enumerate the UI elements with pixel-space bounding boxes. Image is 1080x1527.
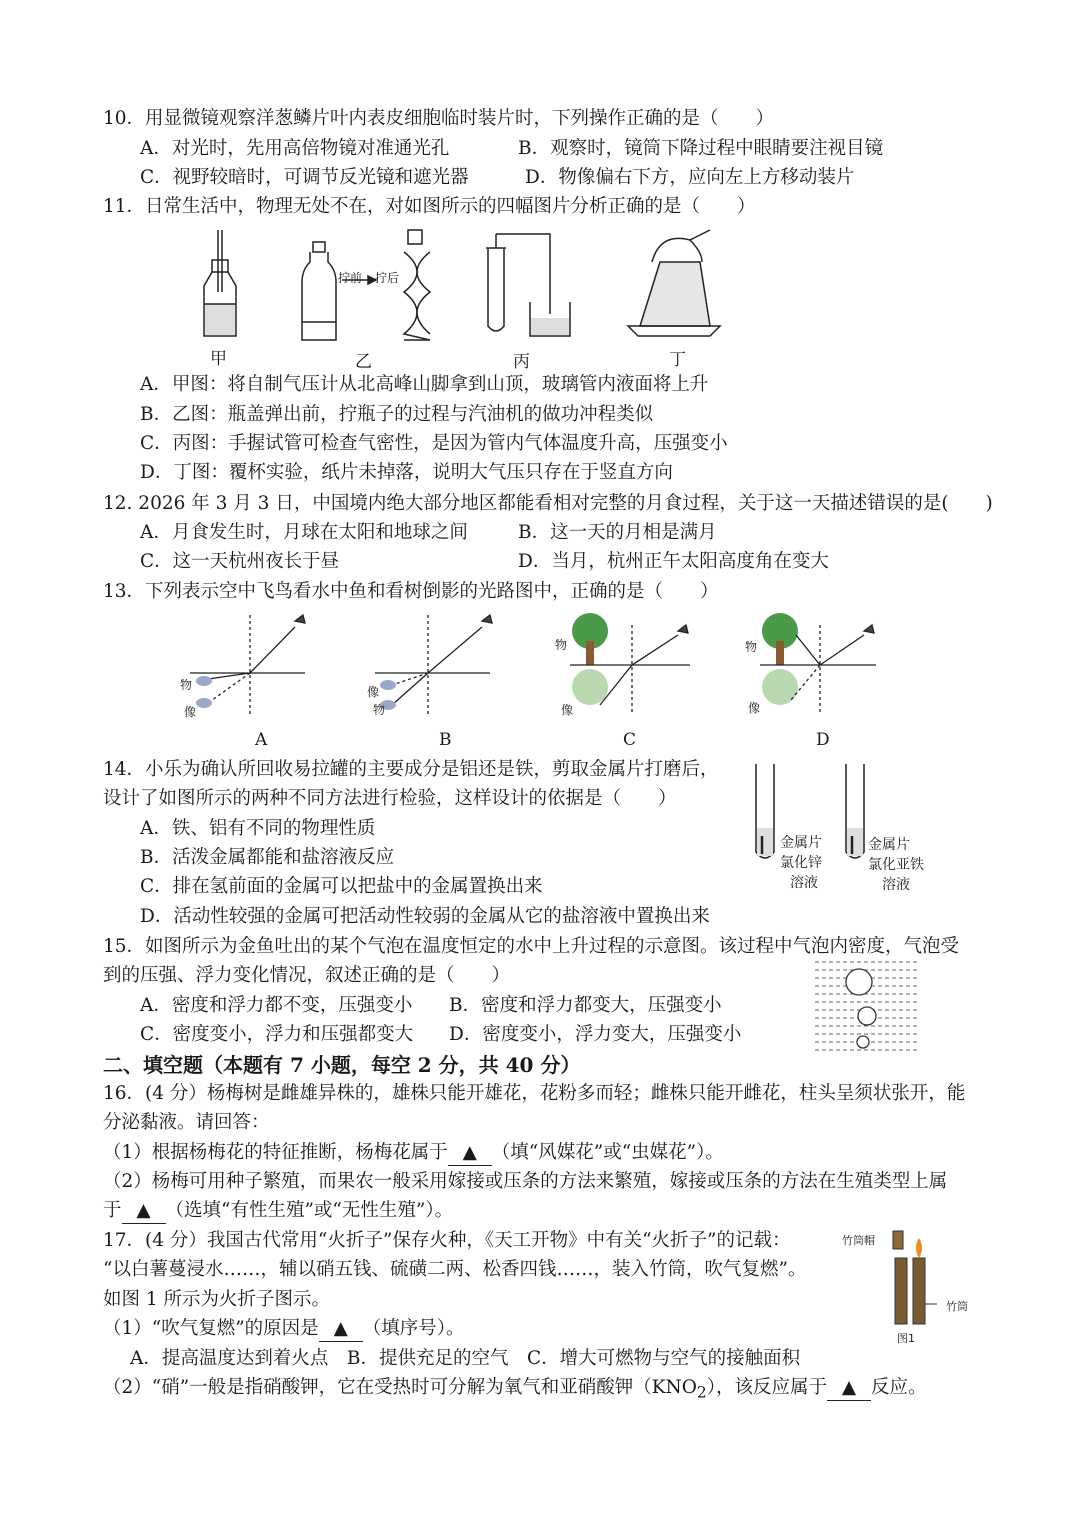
- tube2-label-salt: 氯化亚铁: [868, 857, 924, 873]
- q13-b-object-label: 物: [373, 703, 386, 717]
- inverted-cup-icon: [628, 230, 720, 336]
- q16-line1: 16．(4 分）杨梅树是雌雄异株的，雄株只能开雄花，花粉多而轻；雌株只能开雌花，柱头呈须状张开，能: [103, 1083, 966, 1104]
- q13-figure: [170, 605, 890, 720]
- q13-d-image-label: 像: [748, 701, 761, 715]
- tube2-label-metal: 金属片: [868, 837, 910, 853]
- q10-option-a: A．对光时，先用高倍物镜对准通光孔: [140, 138, 450, 159]
- q16-part2-line1: （2）杨梅可用种子繁殖，而果农一般采用嫁接或压条的方法来繁殖，嫁接或压条的方法在生殖类型上属: [103, 1171, 948, 1192]
- bottle-after-label: 拧后: [375, 271, 400, 285]
- q13-a-object-label: 物: [180, 678, 193, 692]
- q17-line1: 17．(4 分）我国古代常用“火折子”保存火种，《天工开物》中有关“火折子”的记载：: [103, 1230, 791, 1251]
- q15-option-c: C．密度变小，浮力和压强都变大: [140, 1024, 414, 1045]
- q17-options: A．提高温度达到着火点 B．提供充足的空气 C．增大可燃物与空气的接触面积: [130, 1348, 801, 1369]
- q11-option-d: D．丁图：覆杯实验，纸片未掉落，说明大气压只存在于竖直方向: [140, 462, 673, 483]
- q16-answer-blank-1[interactable]: ▲: [448, 1141, 492, 1166]
- section-2-heading: 二、填空题（本题有 7 小题，每空 2 分，共 40 分）: [103, 1053, 581, 1077]
- q14-option-c: C．排在氢前面的金属可以把盐中的金属置换出来: [140, 876, 543, 897]
- q11-stem: 11．日常生活中，物理无处不在，对如图所示的四幅图片分析正确的是（ ）: [103, 196, 756, 217]
- q13-b-image-label: 像: [367, 685, 380, 699]
- q17-line2: “以白薯蔓浸水……，辅以硝五钱、硫磺二两、松香四钱……，装入竹筒，吹气复燃”。: [103, 1259, 807, 1280]
- q12-option-a: A．月食发生时，月球在太阳和地球之间: [140, 522, 468, 543]
- q15-option-b: B．密度和浮力都变大，压强变小: [449, 995, 722, 1016]
- q15-stem-line2: 到的压强、浮力变化情况，叙述正确的是（ ）: [103, 965, 511, 986]
- q13-stem: 13．下列表示空中飞鸟看水中鱼和看树倒影的光路图中，正确的是（ ）: [103, 581, 719, 602]
- light-path-diagram-d: [760, 613, 876, 715]
- q16-part2-line2: 于 ▲ （选填“有性生殖”或“无性生殖”）。: [103, 1199, 453, 1224]
- bottle-twist-icon: [302, 230, 430, 340]
- q15-stem-line1: 15．如图所示为金鱼吐出的某个气泡在温度恒定的水中上升过程的示意图。该过程中气泡内密度，气泡受: [103, 936, 960, 957]
- q17-part1: （1）“吹气复燃”的原因是 ▲ （填序号）。: [103, 1317, 464, 1342]
- q17-line3: 如图 1 所示为火折子图示。: [103, 1289, 331, 1310]
- q15-option-d: D．密度变小，浮力变大，压强变小: [449, 1024, 742, 1045]
- bamboo-tube-label: 竹筒: [946, 1300, 968, 1313]
- q11-label-ding: 丁: [669, 350, 686, 370]
- q16-part1: （1）根据杨梅花的特征推断，杨梅花属于 ▲ （填“风媒花”或“虫媒花”）。: [103, 1141, 724, 1166]
- figure-1-label: 图1: [897, 1332, 915, 1345]
- light-path-diagram-b: [375, 615, 492, 715]
- q11-figure: [190, 222, 750, 372]
- q10-option-d: D．物像偏右下方，应向左上方移动装片: [525, 167, 855, 188]
- q17-part2: （2）“硝”一般是指硝酸钾，它在受热时可分解为氧气和亚硝酸钾$(KNO_2)$，该反应属于 ▲ 反应。: [103, 1377, 927, 1402]
- q15-option-a: A．密度和浮力都不变，压强变小: [140, 995, 413, 1016]
- barometer-bottle-icon: [204, 230, 236, 336]
- q11-label-bing: 丙: [513, 352, 530, 372]
- fire-starter-figure: [885, 1228, 945, 1328]
- q11-option-c: C．丙图：手握试管可检查气密性，是因为管内气体温度升高，压强变小: [140, 433, 728, 454]
- q13-label-c: C: [623, 730, 637, 750]
- q13-label-d: D: [816, 730, 830, 750]
- q14-option-a: A．铁、铝有不同的物理性质: [140, 818, 376, 839]
- light-path-diagram-a: [190, 615, 305, 715]
- tube2-label-solution: 溶液: [882, 877, 910, 893]
- flame-icon: [916, 1238, 922, 1258]
- q12-stem: 12. 2026 年 3 月 3 日，中国境内绝大部分地区都能看相对完整的月食过程，关于这一天描述错误的是( ): [103, 493, 993, 514]
- q13-a-image-label: 像: [184, 705, 197, 719]
- q13-c-image-label: 像: [561, 703, 574, 717]
- q14-stem-line1: 14．小乐为确认所回收易拉罐的主要成分是铝还是铁，剪取金属片打磨后，: [103, 759, 719, 780]
- q16-line2: 分泌黏液。请回答：: [103, 1112, 270, 1133]
- q12-option-c: C．这一天杭州夜长于昼: [140, 551, 340, 572]
- q17-answer-blank-1[interactable]: ▲: [319, 1317, 363, 1342]
- q15-bubble-figure: [815, 958, 920, 1058]
- q12-option-b: B．这一天的月相是满月: [518, 522, 717, 543]
- q11-option-a: A．甲图：将自制气压计从北高峰山脚拿到山顶，玻璃管内液面将上升: [140, 374, 709, 395]
- q13-label-b: B: [439, 730, 452, 750]
- q17-answer-blank-2[interactable]: ▲: [827, 1376, 871, 1401]
- light-path-diagram-c: [570, 613, 690, 715]
- airtightness-test-icon: [486, 234, 570, 336]
- q11-option-b: B．乙图：瓶盖弹出前，拧瓶子的过程与汽油机的做功冲程类似: [140, 404, 654, 425]
- q14-stem-line2: 设计了如图所示的两种不同方法进行检验，这样设计的依据是（ ）: [103, 788, 677, 809]
- q11-label-jia: 甲: [210, 349, 227, 369]
- bottle-before-label: 拧前: [338, 271, 363, 285]
- q10-option-b: B．观察时，镜筒下降过程中眼睛要注视目镜: [518, 138, 884, 159]
- q16-answer-blank-2[interactable]: ▲: [122, 1199, 166, 1224]
- q13-d-object-label: 物: [745, 640, 758, 654]
- q10-stem: 10．用显微镜观察洋葱鳞片叶内表皮细胞临时装片时，下列操作正确的是（ ）: [103, 108, 775, 129]
- q13-c-object-label: 物: [555, 638, 568, 652]
- q13-label-a: A: [255, 730, 268, 750]
- tube1-label-metal: 金属片: [780, 835, 822, 851]
- q11-label-yi: 乙: [355, 352, 372, 372]
- q14-option-d: D．活动性较强的金属可把活动性较弱的金属从它的盐溶液中置换出来: [140, 906, 710, 927]
- q14-option-b: B．活泼金属都能和盐溶液反应: [140, 847, 395, 868]
- bamboo-cap-label: 竹筒帽: [842, 1234, 875, 1247]
- q10-option-c: C．视野较暗时，可调节反光镜和遮光器: [140, 167, 469, 188]
- q12-option-d: D．当月，杭州正午太阳高度角在变大: [518, 551, 829, 572]
- tube1-label-solution: 溶液: [790, 875, 818, 891]
- tube1-label-salt: 氯化锌: [780, 855, 822, 871]
